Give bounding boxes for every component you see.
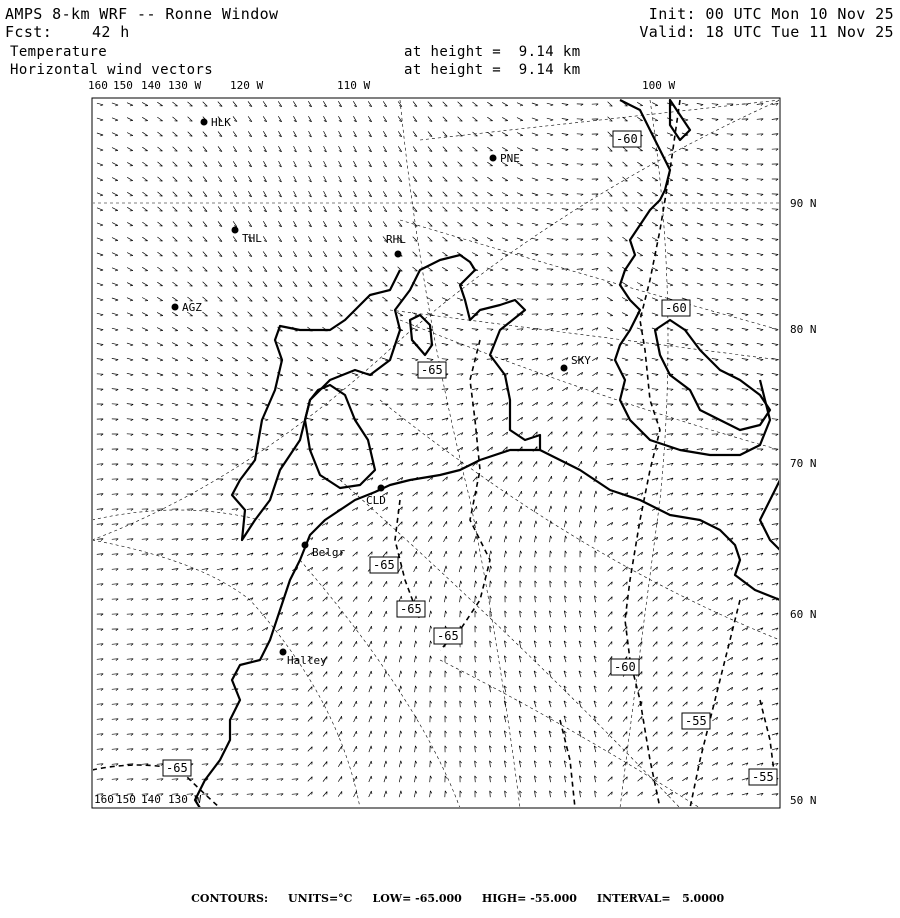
- station-marker: [395, 251, 402, 258]
- station-marker: [172, 304, 179, 311]
- field-wind-level: at height = 9.14 km: [404, 62, 581, 78]
- contour-label: -60: [614, 660, 636, 674]
- station-label: RHL: [386, 233, 406, 246]
- station-marker: [280, 649, 287, 656]
- longitude-labels: [88, 79, 675, 92]
- contour-label: -55: [752, 770, 774, 784]
- longitude-label: 130 W: [168, 793, 202, 806]
- legend-low: LOW= -65.000: [372, 892, 462, 905]
- station-label: SKY: [571, 354, 591, 367]
- graticule-line-f: [340, 480, 680, 808]
- coastline-island-b: [410, 315, 432, 355]
- station-label: Belgr: [312, 546, 346, 559]
- contour-minus55-east: [760, 700, 775, 780]
- contour-minus65-central: [440, 340, 490, 650]
- forecast-label: Fcst:: [5, 23, 53, 41]
- longitude-label: 150: [113, 79, 133, 92]
- longitude-label: 160: [94, 793, 114, 806]
- graticule: [92, 100, 780, 808]
- station-marker: [378, 485, 385, 492]
- init-time: Init: 00 UTC Mon 10 Nov 25: [648, 5, 894, 23]
- coastline-main: [195, 255, 540, 808]
- graticule-line-j: [440, 660, 700, 808]
- graticule-line-e: [380, 400, 780, 640]
- longitude-label: 140: [141, 793, 161, 806]
- valid-time: Valid: 18 UTC Tue 11 Nov 25: [639, 23, 894, 41]
- longitude-label: 140: [141, 79, 161, 92]
- contour-label: -60: [616, 132, 638, 146]
- longitude-label: 110 W: [337, 79, 371, 92]
- graticule-line-c: [400, 220, 780, 330]
- contour-label: -65: [421, 363, 443, 377]
- latitude-labels: [790, 197, 817, 807]
- field-temperature-level: at height = 9.14 km: [404, 44, 581, 60]
- coastline-island-a: [305, 385, 375, 488]
- coastline-peninsula-south: [540, 450, 780, 600]
- forecast-value: 42 h: [92, 23, 130, 41]
- legend-units: UNITS=°C: [288, 892, 353, 905]
- map-title: AMPS 8-km WRF -- Ronne Window: [5, 5, 279, 23]
- station-label: PNE: [500, 152, 520, 165]
- coastlines: [195, 100, 780, 808]
- graticule-line-b: [390, 310, 780, 360]
- latitude-label: 80 N: [790, 323, 817, 336]
- longitude-label: 160: [88, 79, 108, 92]
- field-temperature-name: Temperature: [10, 44, 108, 60]
- latitude-label: 50 N: [790, 794, 817, 807]
- station-label: Halley: [287, 654, 327, 667]
- station-marker: [201, 119, 208, 126]
- legend-interval: INTERVAL= 5.0000: [596, 892, 725, 905]
- station-marker: [232, 227, 239, 234]
- contour-label: -65: [373, 558, 395, 572]
- meridian-130w: [92, 100, 780, 540]
- graticule-line-g: [300, 560, 460, 808]
- map-frame: [92, 98, 780, 808]
- station-marker: [490, 155, 497, 162]
- longitude-label: 120 W: [230, 79, 264, 92]
- contour-label: -55: [685, 714, 707, 728]
- longitude-label: 100 W: [642, 79, 676, 92]
- contour-label: -65: [400, 602, 422, 616]
- longitude-labels-bottom: [94, 793, 201, 806]
- contour-legend: [0, 879, 900, 918]
- legend-high: HIGH= -55.000: [481, 892, 577, 905]
- latitude-label: 90 N: [790, 197, 817, 210]
- station-label: CLD: [366, 494, 386, 507]
- contour-label: -60: [665, 301, 687, 315]
- station-label: HLK: [211, 116, 231, 129]
- station-marker: [302, 542, 309, 549]
- latitude-label: 70 N: [790, 457, 817, 470]
- station-label: THL: [242, 232, 262, 245]
- latitude-label: 60 N: [790, 608, 817, 621]
- contour-label: -65: [166, 761, 188, 775]
- longitude-label: 150: [116, 793, 136, 806]
- graticule-line-a: [420, 100, 780, 140]
- legend-contours: CONTOURS:: [191, 892, 269, 905]
- graticule-line-i: [92, 510, 260, 520]
- station-marker: [561, 365, 568, 372]
- field-wind-name: Horizontal wind vectors: [10, 62, 214, 78]
- contour-label: -65: [437, 629, 459, 643]
- contour-minus60-south: [560, 720, 575, 808]
- coastline-peninsula-west: [615, 100, 770, 455]
- temperature-contours: [92, 100, 775, 808]
- longitude-label: 130 W: [168, 79, 202, 92]
- station-label: AGZ: [182, 301, 202, 314]
- graticule-line-d: [400, 320, 780, 450]
